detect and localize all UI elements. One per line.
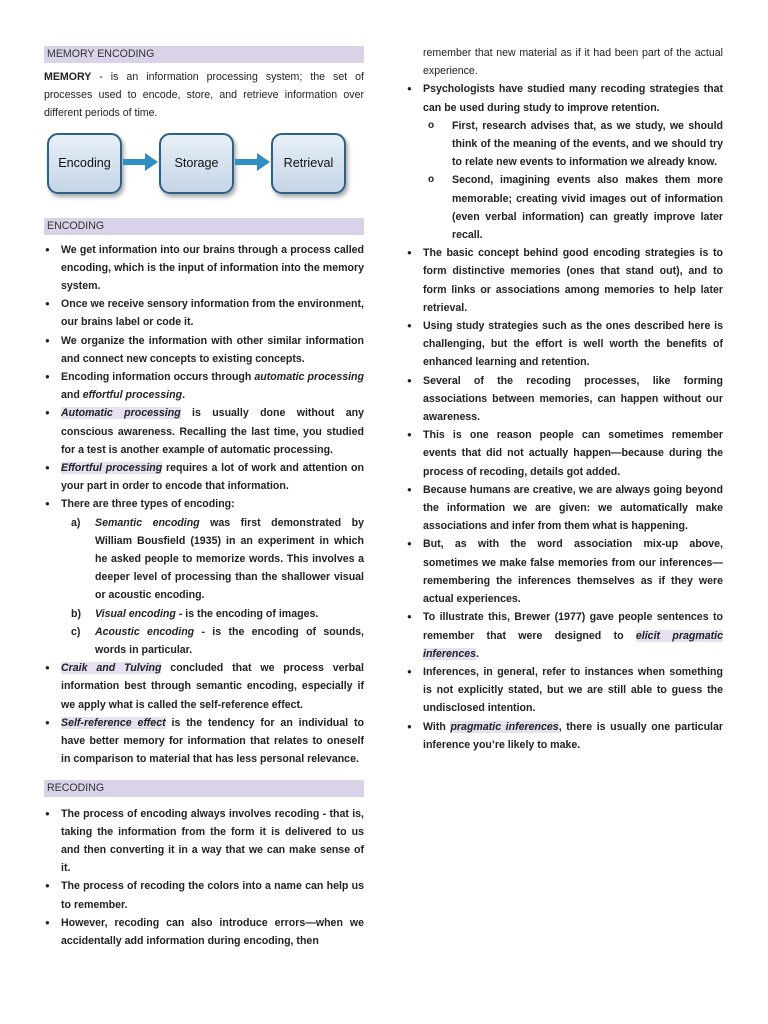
sublist-item: o Second, imagining events also makes them more memorable; creating vivid images out of information (even verbal information) can greatly improve later recall. (423, 171, 723, 244)
encoding-types-list (61, 514, 364, 660)
pragmatic-inferences-highlight: elicit pragmatic inferences (423, 629, 723, 660)
text-span: - is the encoding of images. (175, 607, 319, 620)
list-item (44, 714, 364, 769)
visual-encoding-term: Visual encoding (95, 607, 176, 620)
list-item (44, 659, 364, 714)
text-span: Psychologists have studied many recoding strategies that can be used during study to improve retention. (423, 83, 723, 114)
text-span: Encoding information occurs through (61, 371, 255, 384)
text-span: is usually done without any conscious awareness. Recalling the last time, you studied for a test is another example of automatic processing. (61, 407, 364, 456)
list-item: ● This is one reason people can sometimes remember events that did not actually happen—because during the process of recoding, details got added. (406, 426, 723, 481)
memory-encoding-heading: MEMORY ENCODING (44, 46, 364, 63)
storage-box: Storage (159, 133, 234, 194)
text-span: requires a lot of work and attention on your part in order to encode that information. (61, 462, 364, 493)
memory-process-diagram (44, 123, 364, 218)
memory-definition-text: - is an information processing system; the set of processes used to encode, store, and retrieve information over different periods of time. (44, 71, 364, 120)
list-item (406, 608, 723, 663)
text-span: . (476, 647, 479, 660)
recoding-list (44, 805, 364, 951)
list-item (44, 805, 364, 878)
self-reference-highlight: Self-reference effect (61, 716, 166, 729)
recoding-heading: RECODING (44, 780, 364, 797)
item-label: c) (71, 625, 81, 638)
text-span: With (423, 720, 451, 733)
effortful-processing-highlight: Effortful processing (61, 462, 163, 475)
arrow-right-icon (235, 152, 271, 172)
text-span: There are three types of encoding: (61, 498, 235, 511)
memory-definition (44, 68, 364, 123)
left-column (44, 0, 364, 950)
acoustic-encoding-term: Acoustic encoding (95, 625, 195, 638)
list-item: ● However, recoding can also introduce errors—when we accidentally add information during encoding, then (44, 914, 364, 950)
list-item: ● Using study strategies such as the ones described here is challenging, but the effort is well worth the benefits of enhanced learning and retention. (406, 317, 723, 372)
list-item (44, 404, 364, 459)
text-span: and (61, 389, 83, 402)
automatic-processing-highlight: Automatic processing (61, 407, 181, 420)
list-item: ● Once we receive sensory information from the environment, our brains label or code it. (44, 295, 364, 331)
automatic-processing-term: automatic processing (254, 371, 364, 384)
encoding-type-item (61, 623, 364, 659)
text-span: is the tendency for an individual to have better memory for information that relates to oneself in comparison to material that has less personal relevance. (61, 716, 365, 766)
list-item (44, 459, 364, 495)
item-label: a) (71, 516, 81, 529)
text-span: , there is usually one particular inference you’re likely to make. (423, 720, 723, 751)
memory-term: MEMORY (44, 71, 92, 83)
text-span: - is the encoding of sounds, words in particular. (95, 625, 364, 657)
recoding-term: recoding (274, 807, 320, 820)
list-item (406, 718, 723, 754)
list-item (44, 495, 364, 659)
semantic-encoding-term: Semantic encoding (95, 516, 200, 529)
strategy-sublist (423, 117, 723, 244)
retrieval-box: Retrieval (271, 133, 346, 194)
text-span: - that is, taking the information from the form it is delivered to us and then converting it in a way that we can make sense of it. (61, 807, 364, 875)
recoding-strategies-list (406, 80, 723, 754)
encoding-type-item (61, 514, 364, 605)
text-span: To illustrate this, Brewer (1977) gave people sentences to remember that were designed to (423, 611, 723, 642)
item-label: b) (71, 607, 81, 620)
text-span: The process of encoding always involves (61, 807, 275, 820)
right-column (406, 0, 723, 754)
encoding-box: Encoding (47, 133, 122, 194)
list-item: ● We organize the information with other similar information and connect new concepts to existing concepts. (44, 332, 364, 368)
list-item: ● Inferences, in general, refer to instances when something is not explicitly stated, but we are still able to guess the undisclosed intention. (406, 663, 723, 718)
craik-tulving-highlight: Craik and Tulving (61, 662, 162, 675)
sublist-item: o First, research advises that, as we study, we should think of the meaning of the events, and we should try to relate new events to information we already know. (423, 117, 723, 172)
arrow-right-icon (123, 152, 159, 172)
pragmatic-inferences-highlight: pragmatic inferences (450, 720, 559, 733)
list-item: ● Because humans are creative, we are always going beyond the information we are given: we automatically make associations and infer from them what is happening. (406, 481, 723, 536)
list-item: ● But, as with the word association mix-up above, sometimes we make false memories from our inferences—remembering the inferences themselves as if they were actual experiences. (406, 535, 723, 608)
list-item: ● Several of the recoding processes, like forming associations between memories, can happen without our awareness. (406, 372, 723, 427)
text-span: was first demonstrated by William Bousfield (1935) in an experiment in which he asked people to memorize words. This involves a deeper level of processing than the shallower visual or acoustic encoding. (95, 516, 364, 602)
text-span: concluded that we process verbal information best through semantic encoding, especially if we apply what is called the self-reference effect. (61, 662, 364, 711)
list-item: ● We get information into our brains through a process called encoding, which is the input of information into the memory system. (44, 241, 364, 296)
list-item: ● The basic concept behind good encoding strategies is to form distinctive memories (ones that stand out), and to form links or associations among memories to help later retrieval. (406, 244, 723, 317)
text-span: . (182, 389, 186, 402)
list-item: ● The process of recoding the colors into a name can help us to remember. (44, 877, 364, 913)
encoding-list (44, 241, 364, 769)
encoding-heading: ENCODING (44, 218, 364, 235)
effortful-processing-term: effortful processing (82, 389, 183, 402)
list-item (44, 368, 364, 404)
continued-paragraph: remember that new material as if it had been part of the actual experience. (423, 47, 723, 78)
list-item (406, 80, 723, 244)
encoding-type-item (61, 605, 364, 623)
